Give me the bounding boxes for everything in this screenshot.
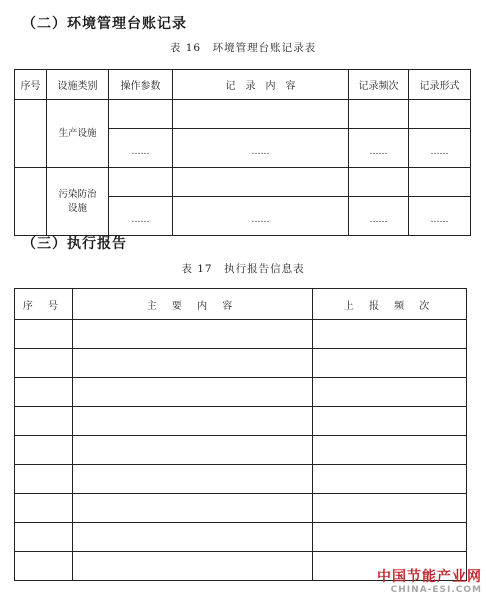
table-cell: [313, 523, 467, 552]
table-row: [15, 378, 467, 407]
table-cell: [313, 465, 467, 494]
column-header-facility-type: 设施类别: [47, 70, 109, 100]
table-row: [15, 320, 467, 349]
execution-report-table: [14, 288, 467, 581]
table-cell: [313, 494, 467, 523]
table-header-row: [15, 70, 471, 100]
table-row: [15, 407, 467, 436]
table-cell: [15, 100, 47, 168]
column-header-main-content: 主 要 内 容: [73, 289, 313, 320]
table-cell: [15, 523, 73, 552]
table-cell: [409, 100, 471, 129]
table-cell: [313, 436, 467, 465]
placeholder-dots: ……: [409, 197, 471, 236]
table-cell: [73, 378, 313, 407]
table-cell: [73, 523, 313, 552]
table-header-row: [15, 289, 467, 320]
table-row: [15, 100, 471, 129]
placeholder-dots: ……: [109, 129, 173, 168]
table-cell: [313, 349, 467, 378]
table-cell: [109, 100, 173, 129]
column-header-operating-params: 操作参数: [109, 70, 173, 100]
watermark-cn-text: 中国节能产业网: [377, 569, 482, 585]
table-cell: [173, 168, 349, 197]
placeholder-dots: ……: [409, 129, 471, 168]
table-cell: [15, 436, 73, 465]
watermark-en-text: CHINA-ESI.COM: [390, 585, 482, 595]
placeholder-dots: ……: [349, 129, 409, 168]
table-cell: [15, 407, 73, 436]
table-row: [15, 436, 467, 465]
column-header-record-frequency: 记录频次: [349, 70, 409, 100]
column-header-record-content: 记 录 内 容: [173, 70, 349, 100]
column-header-index: 序号: [15, 70, 47, 100]
table-row: [15, 494, 467, 523]
table-cell: [73, 320, 313, 349]
table-cell: [109, 168, 173, 197]
section-heading-execution-report: （三）执行报告: [22, 236, 127, 252]
table-cell: [15, 494, 73, 523]
table-row: [15, 349, 467, 378]
table-cell: [15, 320, 73, 349]
table-row: [15, 523, 467, 552]
site-watermark: [377, 570, 482, 595]
table-cell: [409, 168, 471, 197]
table-cell: [15, 465, 73, 494]
table-cell: [313, 320, 467, 349]
section-heading-ledger: （二）环境管理台账记录: [22, 16, 187, 32]
table-cell: [15, 168, 47, 236]
table-17-caption: 表 17 执行报告信息表: [181, 263, 305, 275]
table-cell: [73, 436, 313, 465]
ledger-record-table: [14, 69, 471, 236]
placeholder-dots: ……: [349, 197, 409, 236]
table-cell: [349, 168, 409, 197]
table-cell: [15, 349, 73, 378]
table-cell: [349, 100, 409, 129]
table-cell: [313, 378, 467, 407]
placeholder-dots: ……: [173, 197, 349, 236]
table-16-caption: 表 16 环境管理台账记录表: [169, 42, 317, 54]
column-header-report-frequency: 上 报 频 次: [313, 289, 467, 320]
table-cell: [73, 349, 313, 378]
column-header-record-format: 记录形式: [409, 70, 471, 100]
placeholder-dots: ……: [109, 197, 173, 236]
table-cell: [15, 378, 73, 407]
table-cell: [173, 100, 349, 129]
category-pollution-control-facility: 污染防治 设施: [47, 168, 109, 236]
category-production-facility: 生产设施: [47, 100, 109, 168]
table-cell: [73, 465, 313, 494]
table-cell: [73, 494, 313, 523]
placeholder-dots: ……: [173, 129, 349, 168]
table-row: [15, 168, 471, 197]
table-cell: [15, 552, 73, 581]
table-cell: [73, 552, 313, 581]
table-cell: [73, 407, 313, 436]
column-header-index: 序 号: [15, 289, 73, 320]
table-row: [15, 465, 467, 494]
table-cell: [313, 407, 467, 436]
